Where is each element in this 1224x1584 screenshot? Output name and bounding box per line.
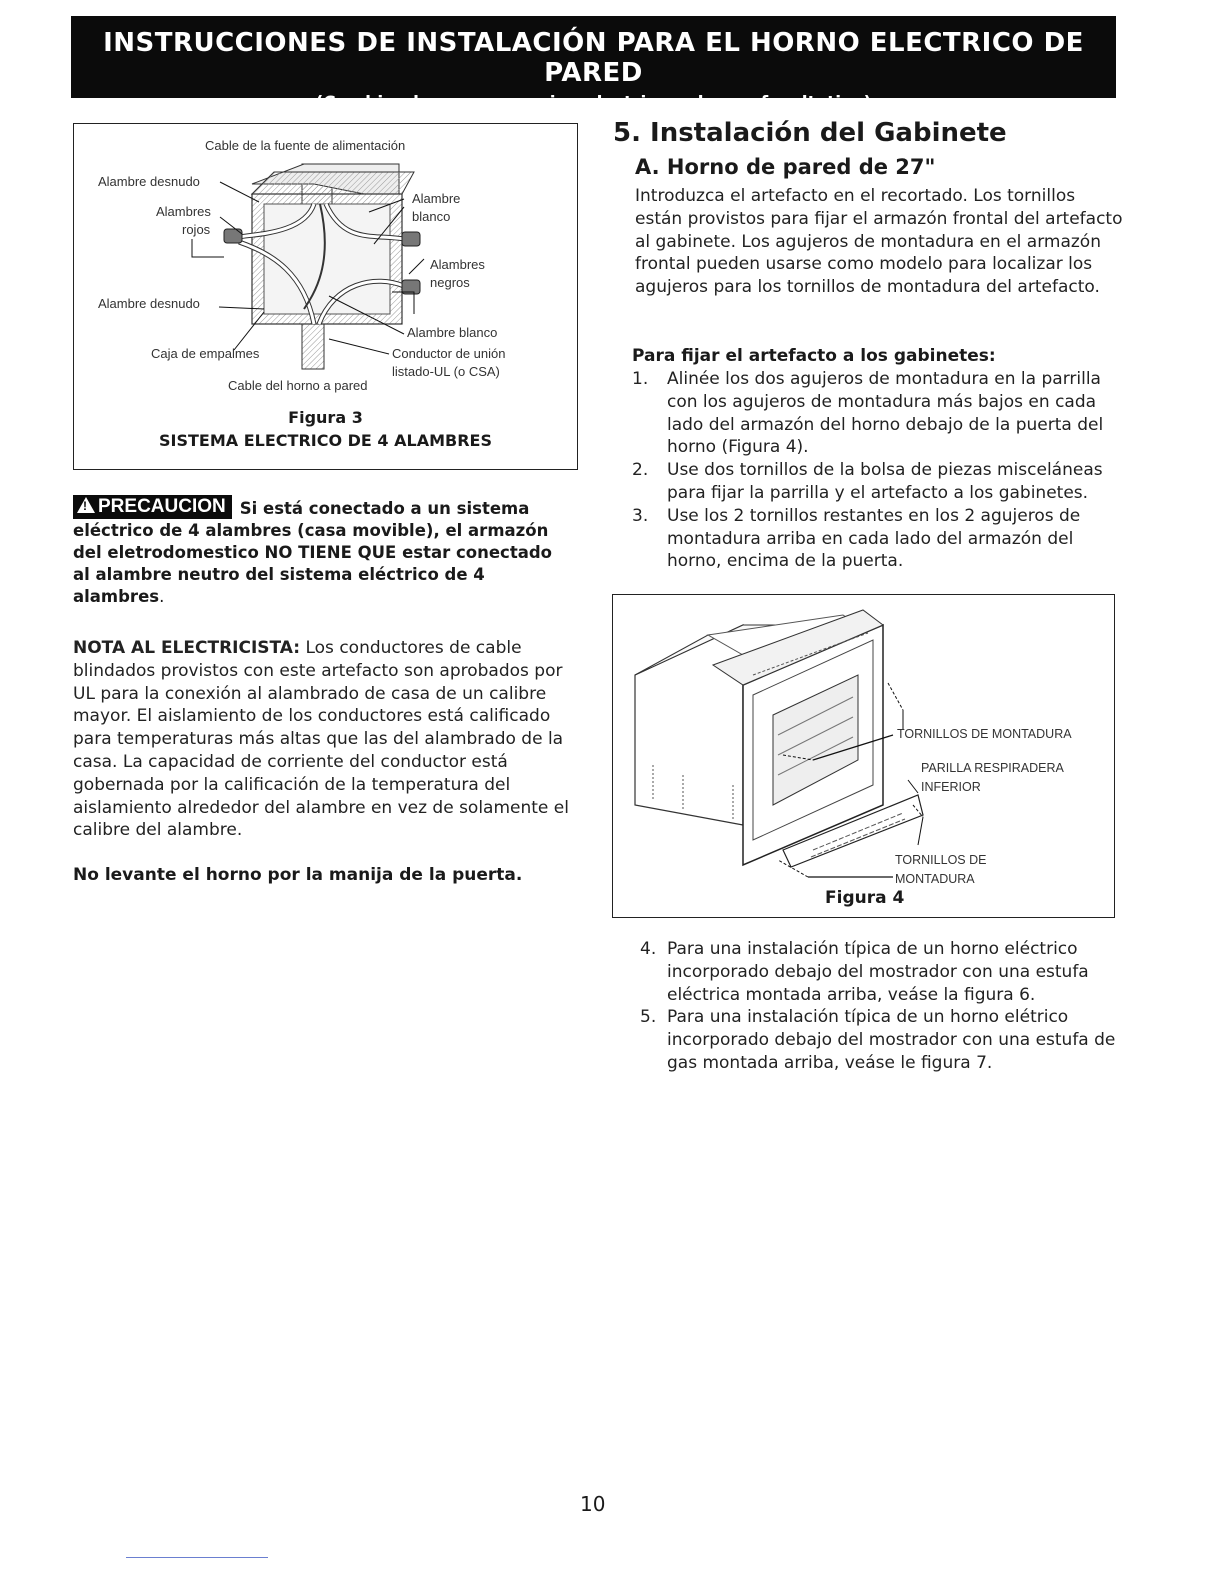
electrician-note-text: Los conductores de cable blindados provistos con este artefacto son aprobados por UL para la conexión al alambrado de casa de un calibre mayor. El aislamiento de los conductores está calificado para temperaturas más altas que las del alambrado de la casa. La capacidad de corriente del conductor está gobernada por la calificación de la temperatura del aislamiento alrededor del alambre en vez de solamente el calibre del alambre.	[73, 638, 569, 841]
warning-text-end: .	[159, 587, 165, 606]
list-item: 5. Para una instalación típica de un horno elétrico incorporado debajo del mostrador con una estufa de gas montada arriba, veáse le figura 7.	[640, 1007, 1116, 1073]
label-red-wires-2: rojos	[182, 222, 211, 237]
page-header-banner	[71, 16, 1116, 113]
label-mounting-screws-bottom-1: TORNILLOS DE	[895, 853, 987, 867]
label-black-wires-1: Alambres	[430, 257, 485, 272]
warning-triangle-icon: !	[77, 497, 95, 513]
steps-list-continued	[640, 938, 1120, 1075]
figure-4-caption: Figura 4	[825, 888, 905, 908]
steps-list	[632, 368, 1122, 573]
label-bare-wire-top: Alambre desnudo	[98, 174, 200, 189]
list-item: 3. Use los 2 tornillos restantes en los 2 agujeros de montadura arriba en cada lado del armazón del horno, encima de la puerta.	[632, 505, 1081, 572]
section-subtitle: A. Horno de pared de 27"	[635, 155, 936, 179]
label-red-wires-1: Alambres	[156, 204, 211, 219]
list-item: 4. Para una instalación típica de un horno eléctrico incorporado debajo del mostrador con una estufa eléctrica montada arriba, veáse la figura 6.	[640, 939, 1089, 1005]
section-intro: Introduzca el artefacto en el recortado. Los tornillos están provistos para fijar el armazón frontal del artefacto al gabinete. Los agujeros de montadura en el armazón frontal pueden usarse como modelo para localizar los agujeros para los tornillos de montadura del artefacto.	[635, 186, 1123, 298]
page-number: 10	[580, 1492, 606, 1516]
warning-text: Si está conectado a un sistema eléctrico de 4 alambres (casa movible), el armazón del eletrodomestico NO TIENE QUE estar conectado al alambre neutro del sistema eléctrico de 4 alambres	[73, 499, 552, 606]
figure-3-caption: Figura 3	[288, 408, 363, 427]
label-power-cable: Cable de la fuente de alimentación	[205, 138, 406, 153]
figure-3-title: SISTEMA ELECTRICO DE 4 ALAMBRES	[159, 431, 492, 450]
label-vent-grille-2: INFERIOR	[921, 780, 981, 794]
page-title: INSTRUCCIONES DE INSTALACIÓN PARA EL HORNO ELECTRICO DE PARED	[103, 28, 1084, 88]
label-conductor-2: listado-UL (o CSA)	[392, 364, 500, 379]
label-black-wires-2: negros	[430, 275, 470, 290]
label-white-wire-bottom: Alambre blanco	[407, 325, 498, 340]
precaution-warning	[73, 495, 573, 608]
label-bare-wire-bottom: Alambre desnudo	[98, 296, 200, 311]
page-subtitle: (Combinado con una cocina electrica o de gas facultativa)	[315, 93, 872, 113]
no-lift-warning: No levante el horno por la manija de la puerta.	[73, 865, 523, 885]
footer-divider	[126, 1557, 268, 1558]
electrician-note-label: NOTA AL ELECTRICISTA:	[73, 638, 301, 658]
label-mounting-screws-bottom-2: MONTADURA	[895, 872, 975, 886]
label-oven-cable: Cable del horno a pared	[228, 378, 368, 393]
list-item: 2. Use dos tornillos de la bolsa de piezas misceláneas para fijar la parrilla y el artefacto a los gabinetes.	[632, 460, 1103, 503]
label-conductor-1: Conductor de unión	[392, 346, 506, 361]
label-vent-grille-1: PARILLA RESPIRADERA	[921, 761, 1064, 775]
list-item: 1. Alinée los dos agujeros de montadura en la parrilla con los agujeros de montadura más bajos en cada lado del armazón del horno debajo de la puerta del horno (Figura 4).	[632, 369, 1104, 458]
precaution-badge: ! PRECAUCION	[73, 495, 232, 519]
electrician-note	[73, 637, 583, 842]
label-mounting-screws-top: TORNILLOS DE MONTADURA	[897, 727, 1072, 741]
label-white-wire-1: Alambre	[412, 191, 461, 206]
steps-heading: Para fijar el artefacto a los gabinetes:	[632, 346, 996, 366]
oven-drawing	[613, 595, 1116, 919]
section-title: 5. Instalación del Gabinete	[613, 118, 1007, 148]
figure-3-wiring-diagram	[73, 123, 578, 470]
label-white-wire-2: blanco	[412, 209, 451, 224]
figure-4-oven-illustration	[612, 594, 1115, 918]
label-junction-box: Caja de empalmes	[151, 346, 260, 361]
